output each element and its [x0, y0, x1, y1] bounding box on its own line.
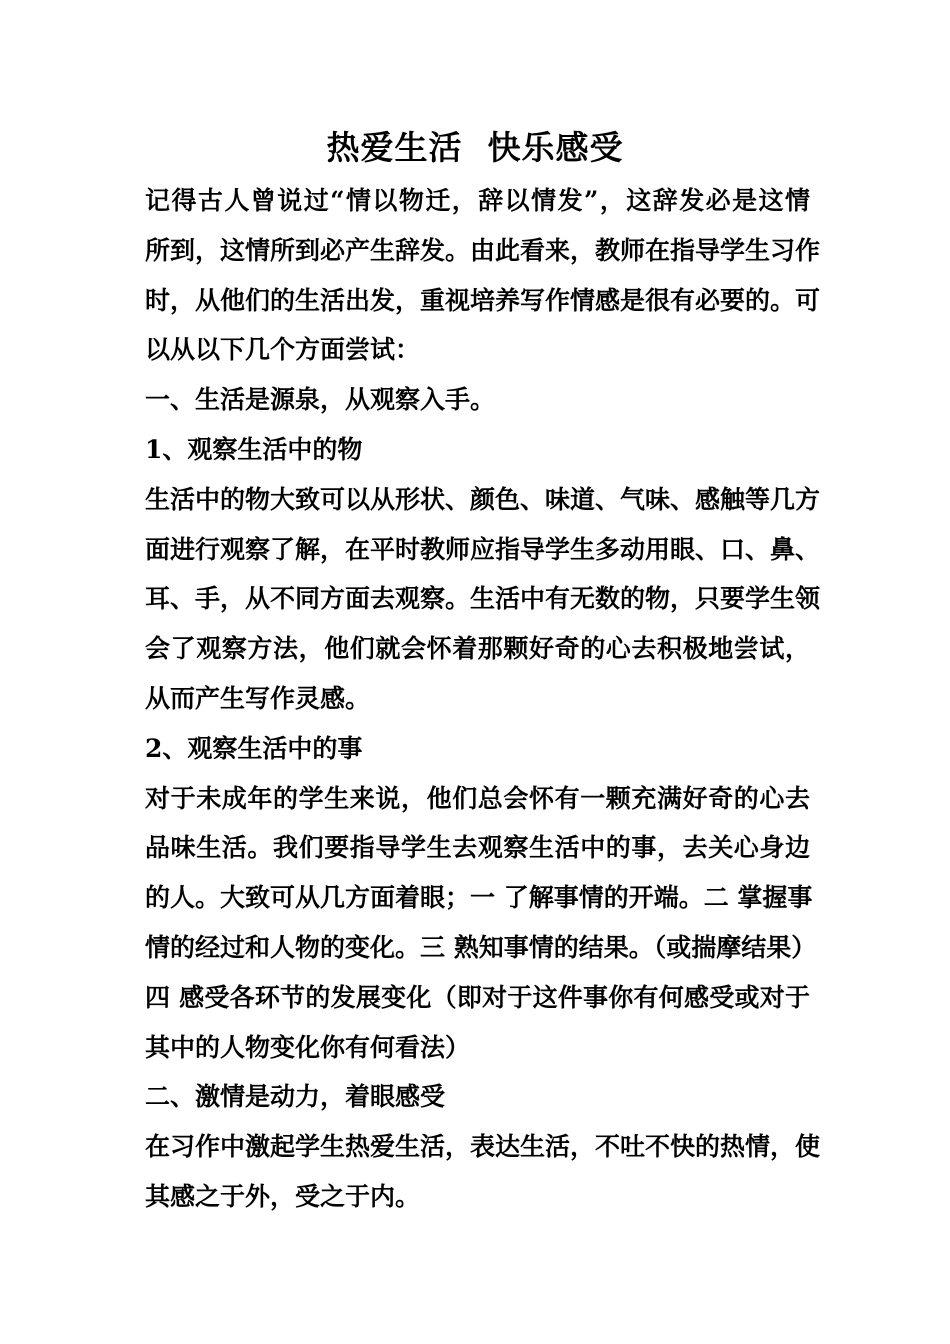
body-line: 对于未成年的学生来说，他们总会怀有一颗充满好奇的心去: [145, 783, 810, 813]
subsection-heading: 2、观察生活中的事: [145, 733, 363, 763]
body-line: 在习作中激起学生热爱生活，表达生活，不吐不快的热情，使: [145, 1132, 821, 1162]
section-heading: 二、激情是动力，着眼感受: [145, 1082, 446, 1112]
body-line: 记得古人曾说过“情以物迁，辞以情发”，这辞发必是这情: [145, 186, 810, 215]
body-line: 生活中的物大致可以从形状、颜色、味道、气味、感触等几方: [145, 484, 821, 514]
body-line: 所到，这情所到必产生辞发。由此看来，教师在指导学生习作: [145, 235, 821, 265]
body-line: 会了观察方法，他们就会怀着那颗好奇的心去积极地尝试，: [145, 634, 810, 664]
document-body: [145, 176, 821, 1222]
body-line: 其中的人物变化你有何看法）: [145, 1032, 471, 1062]
body-line: 面进行观察了解，在平时教师应指导学生多动用眼、口、鼻、: [145, 534, 821, 564]
subsection-heading: 1、观察生活中的物: [145, 434, 363, 464]
body-line: 四 感受各环节的发展变化（即对于这件事你有何感受或对于: [145, 982, 810, 1012]
body-line: 以从以下几个方面尝试：: [145, 335, 421, 365]
body-line: 品味生活。我们要指导学生去观察生活中的事，去关心身边: [145, 833, 810, 863]
body-line: 的人。大致可从几方面着眼；一 了解事情的开端。二 掌握事: [145, 883, 813, 913]
body-line: 情的经过和人物的变化。三 熟知事情的结果。（或揣摩结果）: [145, 932, 817, 962]
document-title: 热爱生活 快乐感受: [326, 128, 624, 167]
section-heading: 一、生活是源泉，从观察入手。: [145, 385, 496, 415]
body-line: 时，从他们的生活出发，重视培养写作情感是很有必要的。可: [145, 285, 821, 315]
body-line: 从而产生写作灵感。: [145, 683, 371, 713]
body-line: 其感之于外，受之于内。: [145, 1181, 421, 1211]
body-line: 耳、手，从不同方面去观察。生活中有无数的物，只要学生领: [145, 584, 821, 614]
